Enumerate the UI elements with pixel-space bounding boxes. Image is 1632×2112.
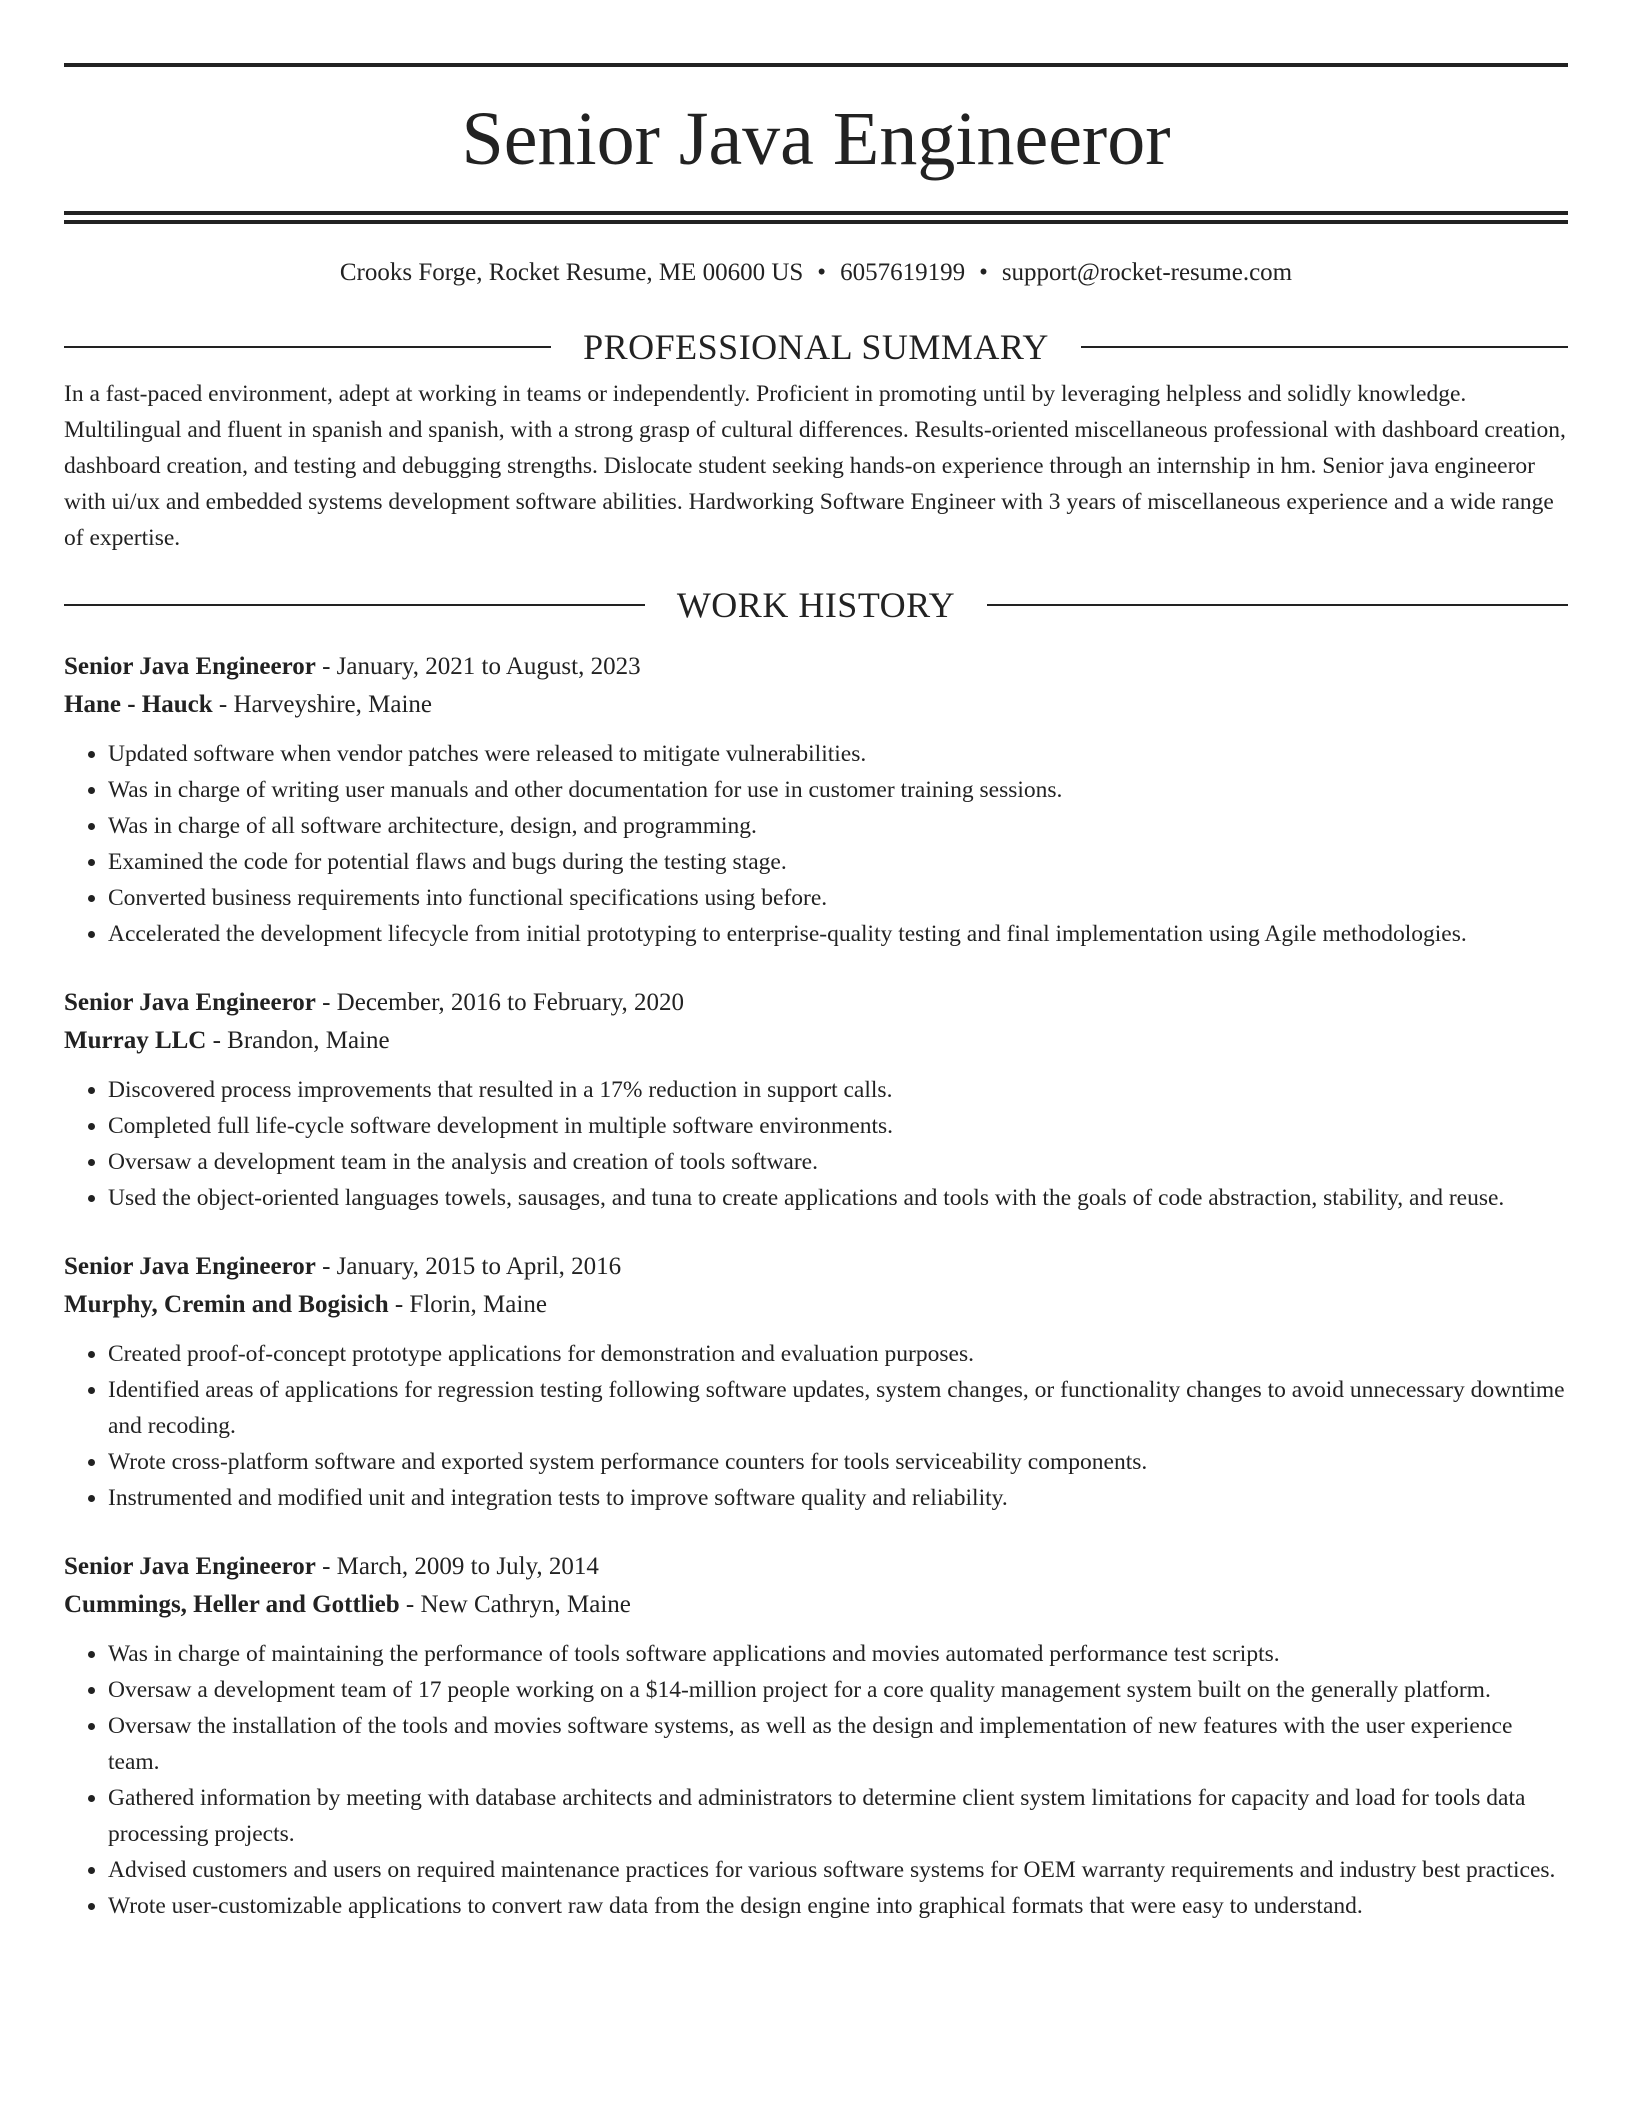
heading-rule-right [1081, 346, 1568, 348]
job-title-line [64, 648, 1568, 686]
job-company-line [64, 1586, 1568, 1624]
job-entry [64, 1548, 1568, 1924]
contact-email: support@rocket-resume.com [1001, 259, 1293, 286]
job-dates: - January, 2021 to August, 2023 [315, 653, 641, 680]
summary-text: In a fast-paced environment, adept at working in teams or independently. Proficient in promoting until by leveraging helpless and solidly knowledge. Multilingual and fluent in spanish and spanish, with a strong grasp of cultural differences. Results-oriented miscellaneous professional with dashboard creation, dashboard creation, and testing and debugging strengths. Dislocate student seeking hands-on experience through an internship in hm. Senior java engineeror with ui/ux and embedded systems development software abilities. Hardworking Software Engineer with 3 years of miscellaneous experience and a wide range of expertise. [64, 381, 1566, 551]
job-company: Hane - Hauck [64, 691, 213, 718]
job-title: Senior Java Engineeror [64, 989, 316, 1016]
header-top-rule [64, 63, 1568, 67]
job-entry [64, 648, 1568, 952]
list-item: • Created proof-of-concept prototype applications for demonstration and evaluation purposes. [108, 1336, 1568, 1372]
list-item: • Advised customers and users on required maintenance practices for various software systems for OEM warranty requirements and industry best practices. [108, 1852, 1568, 1888]
job-company: Murphy, Cremin and Bogisich [64, 1291, 389, 1318]
resume-title: Senior Java Engineeror [461, 97, 1171, 181]
list-item: • Wrote cross-platform software and exported system performance counters for tools serviceability components. [108, 1444, 1568, 1480]
contact-separator: • [979, 259, 988, 286]
job-company-line [64, 1286, 1568, 1324]
job-company: Cummings, Heller and Gottlieb [64, 1591, 400, 1618]
list-item: • Oversaw a development team in the analysis and creation of tools software. [108, 1144, 1568, 1180]
list-item: • Oversaw a development team of 17 people working on a $14-million project for a core quality management system built on the generally platform. [108, 1672, 1568, 1708]
job-company-line [64, 686, 1568, 724]
heading-rule-left [64, 604, 645, 606]
contact-address: Crooks Forge, Rocket Resume, ME 00600 US [339, 259, 804, 286]
work-history-list [64, 648, 1568, 1924]
list-item: • Updated software when vendor patches were released to mitigate vulnerabilities. [108, 736, 1568, 772]
job-title: Senior Java Engineeror [64, 1253, 316, 1280]
list-item: • Used the object-oriented languages towels, sausages, and tuna to create applications and tools with the goals of code abstraction, stability, and reuse. [108, 1180, 1568, 1216]
list-item: • Gathered information by meeting with database architects and administrators to determine client system limitations for capacity and load for tools data processing projects. [108, 1780, 1568, 1852]
job-entry [64, 1248, 1568, 1516]
work-history-heading-text: WORK HISTORY [676, 585, 956, 625]
job-location: - Florin, Maine [388, 1291, 547, 1318]
header-bottom-rule-second [64, 220, 1568, 224]
job-bullets [64, 1336, 1568, 1516]
list-item: • Wrote user-customizable applications to convert raw data from the design engine into graphical formats that were easy to understand. [108, 1888, 1568, 1924]
list-item: • Was in charge of maintaining the performance of tools software applications and movies automated performance test scripts. [108, 1636, 1568, 1672]
job-bullets [64, 736, 1568, 952]
job-dates: - December, 2016 to February, 2020 [315, 989, 684, 1016]
list-item: • Identified areas of applications for regression testing following software updates, system changes, or functionality changes to avoid unnecessary downtime and recoding. [108, 1372, 1568, 1444]
heading-rule-right [987, 604, 1568, 606]
list-item: • Accelerated the development lifecycle from initial prototyping to enterprise-quality testing and final implementation using Agile methodologies. [108, 916, 1568, 952]
list-item: • Oversaw the installation of the tools and movies software systems, as well as the design and implementation of new features with the user experience team. [108, 1708, 1568, 1780]
job-location: - New Cathryn, Maine [399, 1591, 631, 1618]
job-company-line [64, 1022, 1568, 1060]
job-company: Murray LLC [64, 1027, 207, 1054]
job-entry [64, 984, 1568, 1216]
job-dates: - March, 2009 to July, 2014 [315, 1553, 599, 1580]
job-location: - Brandon, Maine [206, 1027, 390, 1054]
list-item: • Discovered process improvements that resulted in a 17% reduction in support calls. [108, 1072, 1568, 1108]
heading-rule-left [64, 346, 551, 348]
contact-phone: 6057619199 [840, 259, 966, 286]
list-item: • Converted business requirements into functional specifications using before. [108, 880, 1568, 916]
list-item: • Was in charge of writing user manuals and other documentation for use in customer training sessions. [108, 772, 1568, 808]
job-bullets [64, 1072, 1568, 1216]
job-bullets [64, 1636, 1568, 1924]
list-item: • Instrumented and modified unit and integration tests to improve software quality and reliability. [108, 1480, 1568, 1516]
job-title-line [64, 1248, 1568, 1286]
summary-heading-text: PROFESSIONAL SUMMARY [583, 327, 1049, 367]
job-title-line [64, 984, 1568, 1022]
header-bottom-rule [64, 211, 1568, 215]
work-history-heading [64, 584, 1568, 626]
summary-heading [64, 326, 1568, 368]
job-title-line [64, 1548, 1568, 1586]
list-item: • Examined the code for potential flaws and bugs during the testing stage. [108, 844, 1568, 880]
list-item: • Completed full life-cycle software development in multiple software environments. [108, 1108, 1568, 1144]
list-item: • Was in charge of all software architecture, design, and programming. [108, 808, 1568, 844]
job-dates: - January, 2015 to April, 2016 [315, 1253, 622, 1280]
contact-separator: • [817, 259, 827, 286]
job-title: Senior Java Engineeror [64, 653, 316, 680]
job-location: - Harveyshire, Maine [212, 691, 432, 718]
job-title: Senior Java Engineeror [64, 1553, 316, 1580]
contact-line [64, 258, 1568, 288]
